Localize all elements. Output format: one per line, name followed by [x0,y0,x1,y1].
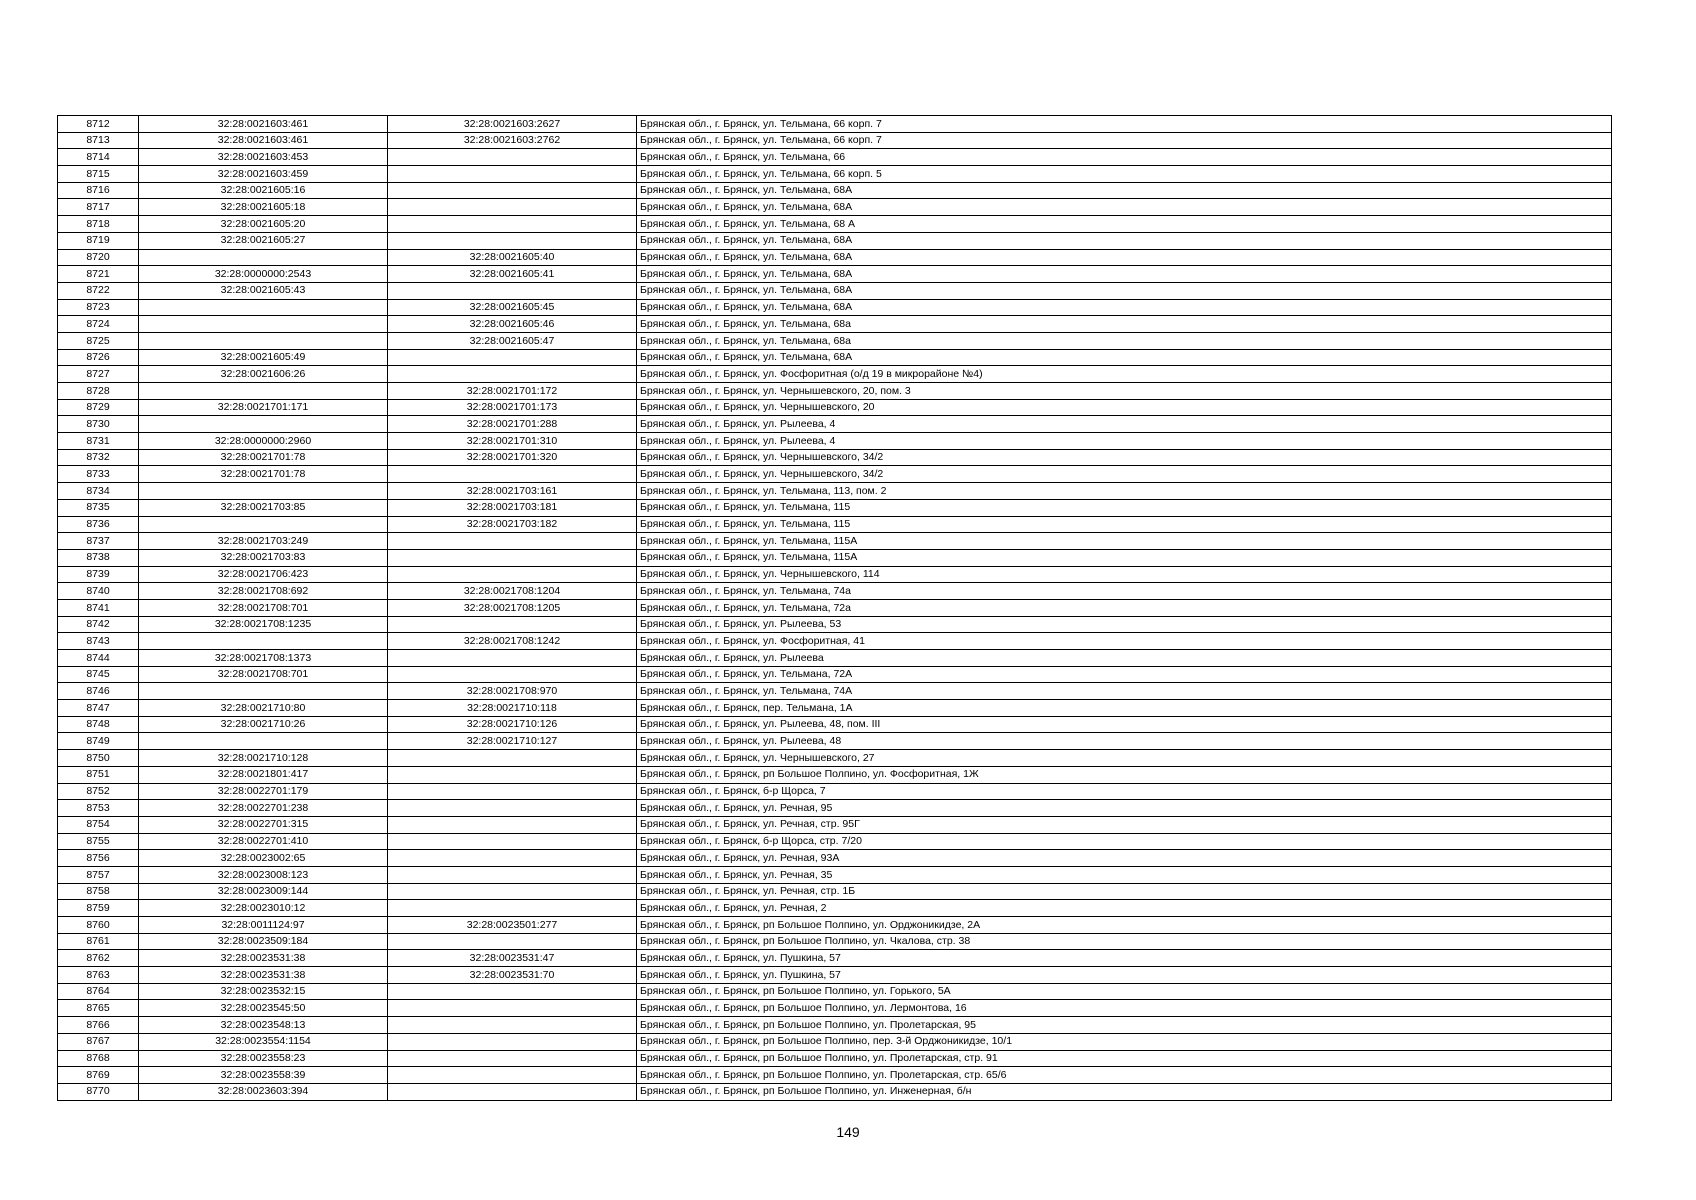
address-cell: Брянская обл., г. Брянск, рп Большое Полпино, ул. Лермонтова, 16 [637,1000,1612,1017]
row-number-cell: 8751 [58,766,139,783]
cadastral-number-cell: 32:28:0022701:315 [139,816,388,833]
row-number-cell: 8742 [58,616,139,633]
row-number-cell: 8719 [58,232,139,249]
related-cadastral-number-cell: 32:28:0021710:127 [388,733,637,750]
address-cell: Брянская обл., г. Брянск, ул. Речная, 95 [637,800,1612,817]
table-row [58,332,1612,349]
row-number-cell: 8769 [58,1067,139,1084]
cadastral-number-cell: 32:28:0023509:184 [139,933,388,950]
cadastral-number-cell: 32:28:0021605:18 [139,199,388,216]
related-cadastral-number-cell [388,750,637,767]
row-number-cell: 8750 [58,750,139,767]
row-number-cell: 8725 [58,332,139,349]
table-row [58,449,1612,466]
row-number-cell: 8749 [58,733,139,750]
table-row [58,483,1612,500]
address-cell: Брянская обл., г. Брянск, ул. Тельмана, 68А [637,199,1612,216]
related-cadastral-number-cell: 32:28:0021701:320 [388,449,637,466]
table-row [58,733,1612,750]
cadastral-number-cell: 32:28:0021708:1373 [139,650,388,667]
address-cell: Брянская обл., г. Брянск, ул. Тельмана, 68а [637,332,1612,349]
row-number-cell: 8738 [58,549,139,566]
table-row [58,1083,1612,1100]
row-number-cell: 8726 [58,349,139,366]
related-cadastral-number-cell [388,783,637,800]
related-cadastral-number-cell [388,816,637,833]
cadastral-number-cell: 32:28:0021708:1235 [139,616,388,633]
address-cell: Брянская обл., г. Брянск, ул. Тельмана, 72А [637,666,1612,683]
address-cell: Брянская обл., г. Брянск, ул. Рылеева [637,650,1612,667]
table-row [58,399,1612,416]
related-cadastral-number-cell: 32:28:0021701:310 [388,433,637,450]
cadastral-number-cell: 32:28:0022701:410 [139,833,388,850]
related-cadastral-number-cell: 32:28:0021605:47 [388,332,637,349]
row-number-cell: 8724 [58,316,139,333]
cadastral-number-cell: 32:28:0021605:20 [139,216,388,233]
table-row [58,383,1612,400]
table-row [58,683,1612,700]
cadastral-number-cell: 32:28:0023548:13 [139,1017,388,1034]
row-number-cell: 8746 [58,683,139,700]
related-cadastral-number-cell [388,232,637,249]
address-cell: Брянская обл., г. Брянск, рп Большое Полпино, ул. Пролетарская, стр. 91 [637,1050,1612,1067]
related-cadastral-number-cell [388,1067,637,1084]
cadastral-number-cell [139,249,388,266]
table-row [58,983,1612,1000]
row-number-cell: 8727 [58,366,139,383]
related-cadastral-number-cell: 32:28:0021703:161 [388,483,637,500]
cadastral-number-cell: 32:28:0022701:179 [139,783,388,800]
table-row [58,149,1612,166]
address-cell: Брянская обл., г. Брянск, рп Большое Полпино, ул. Фосфоритная, 1Ж [637,766,1612,783]
table-row [58,900,1612,917]
related-cadastral-number-cell [388,566,637,583]
address-cell: Брянская обл., г. Брянск, ул. Тельмана, 115А [637,533,1612,550]
cadastral-number-cell: 32:28:0021703:83 [139,549,388,566]
address-cell: Брянская обл., г. Брянск, ул. Тельмана, 68А [637,299,1612,316]
related-cadastral-number-cell [388,666,637,683]
address-cell: Брянская обл., г. Брянск, ул. Фосфоритная, 41 [637,633,1612,650]
table-row [58,116,1612,133]
table-row [58,566,1612,583]
related-cadastral-number-cell [388,766,637,783]
address-cell: Брянская обл., г. Брянск, ул. Тельмана, 68А [637,349,1612,366]
related-cadastral-number-cell [388,850,637,867]
related-cadastral-number-cell [388,983,637,1000]
row-number-cell: 8736 [58,516,139,533]
cadastral-number-cell: 32:28:0021708:701 [139,666,388,683]
row-number-cell: 8764 [58,983,139,1000]
table-row [58,933,1612,950]
related-cadastral-number-cell: 32:28:0021710:118 [388,700,637,717]
table-row [58,216,1612,233]
address-cell: Брянская обл., г. Брянск, ул. Рылеева, 53 [637,616,1612,633]
address-cell: Брянская обл., г. Брянск, ул. Речная, стр. 95Г [637,816,1612,833]
registry-table [57,115,1612,1101]
table-row [58,650,1612,667]
row-number-cell: 8730 [58,416,139,433]
related-cadastral-number-cell [388,533,637,550]
address-cell: Брянская обл., г. Брянск, ул. Тельмана, 66 корп. 7 [637,132,1612,149]
table-row [58,800,1612,817]
related-cadastral-number-cell [388,366,637,383]
row-number-cell: 8732 [58,449,139,466]
related-cadastral-number-cell: 32:28:0021708:1205 [388,599,637,616]
row-number-cell: 8731 [58,433,139,450]
related-cadastral-number-cell [388,900,637,917]
related-cadastral-number-cell: 32:28:0021701:172 [388,383,637,400]
related-cadastral-number-cell: 32:28:0021701:288 [388,416,637,433]
row-number-cell: 8747 [58,700,139,717]
address-cell: Брянская обл., г. Брянск, рп Большое Полпино, пер. 3-й Орджоникидзе, 10/1 [637,1033,1612,1050]
cadastral-number-cell [139,299,388,316]
cadastral-number-cell [139,633,388,650]
related-cadastral-number-cell: 32:28:0021708:970 [388,683,637,700]
row-number-cell: 8720 [58,249,139,266]
address-cell: Брянская обл., г. Брянск, ул. Тельмана, 68 А [637,216,1612,233]
cadastral-number-cell [139,416,388,433]
related-cadastral-number-cell [388,466,637,483]
address-cell: Брянская обл., г. Брянск, рп Большое Полпино, ул. Инженерная, б/н [637,1083,1612,1100]
cadastral-number-cell: 32:28:0023532:15 [139,983,388,1000]
cadastral-number-cell: 32:28:0011124:97 [139,917,388,934]
table-row [58,266,1612,283]
row-number-cell: 8743 [58,633,139,650]
related-cadastral-number-cell [388,1033,637,1050]
related-cadastral-number-cell: 32:28:0021605:41 [388,266,637,283]
cadastral-number-cell: 32:28:0023010:12 [139,900,388,917]
related-cadastral-number-cell: 32:28:0021605:40 [388,249,637,266]
cadastral-number-cell: 32:28:0023008:123 [139,866,388,883]
address-cell: Брянская обл., г. Брянск, рп Большое Полпино, ул. Орджоникидзе, 2А [637,917,1612,934]
row-number-cell: 8765 [58,1000,139,1017]
related-cadastral-number-cell [388,216,637,233]
table-row [58,1017,1612,1034]
cadastral-number-cell: 32:28:0021605:43 [139,282,388,299]
address-cell: Брянская обл., г. Брянск, пер. Тельмана, 1А [637,700,1612,717]
cadastral-number-cell [139,383,388,400]
cadastral-number-cell: 32:28:0021605:27 [139,232,388,249]
address-cell: Брянская обл., г. Брянск, ул. Тельмана, 68А [637,266,1612,283]
cadastral-number-cell: 32:28:0000000:2960 [139,433,388,450]
row-number-cell: 8729 [58,399,139,416]
address-cell: Брянская обл., г. Брянск, ул. Тельмана, 68А [637,232,1612,249]
related-cadastral-number-cell [388,616,637,633]
table-row [58,232,1612,249]
related-cadastral-number-cell: 32:28:0021708:1204 [388,583,637,600]
table-row [58,416,1612,433]
table-row [58,783,1612,800]
related-cadastral-number-cell [388,349,637,366]
cadastral-number-cell: 32:28:0021801:417 [139,766,388,783]
related-cadastral-number-cell: 32:28:0021708:1242 [388,633,637,650]
cadastral-number-cell [139,483,388,500]
cadastral-number-cell: 32:28:0022701:238 [139,800,388,817]
cadastral-number-cell [139,332,388,349]
row-number-cell: 8753 [58,800,139,817]
cadastral-number-cell: 32:28:0021701:171 [139,399,388,416]
table-row [58,199,1612,216]
row-number-cell: 8762 [58,950,139,967]
cadastral-number-cell: 32:28:0021603:459 [139,166,388,183]
table-row [58,1050,1612,1067]
address-cell: Брянская обл., г. Брянск, ул. Пушкина, 57 [637,967,1612,984]
table-row [58,182,1612,199]
cadastral-number-cell: 32:28:0021703:249 [139,533,388,550]
related-cadastral-number-cell [388,1000,637,1017]
row-number-cell: 8723 [58,299,139,316]
table-row [58,599,1612,616]
row-number-cell: 8739 [58,566,139,583]
related-cadastral-number-cell [388,1083,637,1100]
row-number-cell: 8766 [58,1017,139,1034]
table-row [58,716,1612,733]
address-cell: Брянская обл., г. Брянск, ул. Тельмана, 72а [637,599,1612,616]
related-cadastral-number-cell: 32:28:0023501:277 [388,917,637,934]
address-cell: Брянская обл., г. Брянск, ул. Рылеева, 4 [637,433,1612,450]
related-cadastral-number-cell: 32:28:0021703:182 [388,516,637,533]
address-cell: Брянская обл., г. Брянск, ул. Рылеева, 48 [637,733,1612,750]
row-number-cell: 8768 [58,1050,139,1067]
row-number-cell: 8744 [58,650,139,667]
cadastral-number-cell: 32:28:0021701:78 [139,449,388,466]
cadastral-number-cell: 32:28:0021603:461 [139,116,388,133]
row-number-cell: 8716 [58,182,139,199]
related-cadastral-number-cell: 32:28:0023531:47 [388,950,637,967]
page-number: 149 [836,1124,860,1140]
address-cell: Брянская обл., г. Брянск, ул. Тельмана, 113, пом. 2 [637,483,1612,500]
cadastral-number-cell: 32:28:0021605:16 [139,182,388,199]
table-row [58,666,1612,683]
related-cadastral-number-cell [388,933,637,950]
table-row [58,533,1612,550]
row-number-cell: 8733 [58,466,139,483]
address-cell: Брянская обл., г. Брянск, ул. Тельмана, 68А [637,182,1612,199]
cadastral-number-cell: 32:28:0021708:701 [139,599,388,616]
address-cell: Брянская обл., г. Брянск, ул. Речная, 93А [637,850,1612,867]
cadastral-number-cell: 32:28:0021710:128 [139,750,388,767]
table-row [58,132,1612,149]
table-row [58,316,1612,333]
address-cell: Брянская обл., г. Брянск, рп Большое Полпино, ул. Пролетарская, стр. 65/6 [637,1067,1612,1084]
table-row [58,583,1612,600]
related-cadastral-number-cell [388,800,637,817]
address-cell: Брянская обл., г. Брянск, б-р Щорса, 7 [637,783,1612,800]
address-cell: Брянская обл., г. Брянск, ул. Тельмана, 66 [637,149,1612,166]
related-cadastral-number-cell: 32:28:0021701:173 [388,399,637,416]
related-cadastral-number-cell: 32:28:0021710:126 [388,716,637,733]
table-row [58,866,1612,883]
table-row [58,950,1612,967]
row-number-cell: 8734 [58,483,139,500]
row-number-cell: 8755 [58,833,139,850]
address-cell: Брянская обл., г. Брянск, ул. Тельмана, 66 корп. 7 [637,116,1612,133]
table-row [58,466,1612,483]
address-cell: Брянская обл., г. Брянск, ул. Тельмана, 68А [637,249,1612,266]
related-cadastral-number-cell [388,199,637,216]
address-cell: Брянская обл., г. Брянск, ул. Тельмана, 66 корп. 5 [637,166,1612,183]
address-cell: Брянская обл., г. Брянск, ул. Тельмана, 115А [637,549,1612,566]
cadastral-number-cell: 32:28:0021605:49 [139,349,388,366]
table-row [58,249,1612,266]
cadastral-number-cell: 32:28:0023009:144 [139,883,388,900]
related-cadastral-number-cell [388,650,637,667]
row-number-cell: 8735 [58,499,139,516]
table-row [58,1000,1612,1017]
cadastral-number-cell: 32:28:0021606:26 [139,366,388,383]
table-row [58,850,1612,867]
table-row [58,616,1612,633]
row-number-cell: 8718 [58,216,139,233]
row-number-cell: 8758 [58,883,139,900]
row-number-cell: 8714 [58,149,139,166]
row-number-cell: 8761 [58,933,139,950]
address-cell: Брянская обл., г. Брянск, ул. Тельмана, 68а [637,316,1612,333]
address-cell: Брянская обл., г. Брянск, ул. Чернышевского, 20 [637,399,1612,416]
related-cadastral-number-cell [388,833,637,850]
table-row [58,282,1612,299]
related-cadastral-number-cell [388,549,637,566]
address-cell: Брянская обл., г. Брянск, ул. Тельмана, 74а [637,583,1612,600]
address-cell: Брянская обл., г. Брянск, рп Большое Полпино, ул. Пролетарская, 95 [637,1017,1612,1034]
address-cell: Брянская обл., г. Брянск, ул. Пушкина, 57 [637,950,1612,967]
row-number-cell: 8748 [58,716,139,733]
table-row [58,700,1612,717]
cadastral-number-cell: 32:28:0021708:692 [139,583,388,600]
address-cell: Брянская обл., г. Брянск, ул. Речная, стр. 1Б [637,883,1612,900]
table-row [58,299,1612,316]
related-cadastral-number-cell: 32:28:0021703:181 [388,499,637,516]
related-cadastral-number-cell: 32:28:0023531:70 [388,967,637,984]
table-row [58,917,1612,934]
address-cell: Брянская обл., г. Брянск, ул. Рылеева, 48, пом. III [637,716,1612,733]
related-cadastral-number-cell: 32:28:0021605:46 [388,316,637,333]
related-cadastral-number-cell: 32:28:0021605:45 [388,299,637,316]
table-row [58,766,1612,783]
cadastral-number-cell [139,733,388,750]
cadastral-number-cell: 32:28:0023545:50 [139,1000,388,1017]
table-row [58,349,1612,366]
row-number-cell: 8754 [58,816,139,833]
cadastral-number-cell: 32:28:0021603:461 [139,132,388,149]
row-number-cell: 8721 [58,266,139,283]
cadastral-number-cell: 32:28:0023531:38 [139,950,388,967]
row-number-cell: 8717 [58,199,139,216]
cadastral-number-cell: 32:28:0000000:2543 [139,266,388,283]
cadastral-number-cell: 32:28:0023558:39 [139,1067,388,1084]
cadastral-number-cell: 32:28:0023002:65 [139,850,388,867]
address-cell: Брянская обл., г. Брянск, ул. Тельмана, 115 [637,516,1612,533]
address-cell: Брянская обл., г. Брянск, ул. Чернышевского, 114 [637,566,1612,583]
row-number-cell: 8713 [58,132,139,149]
row-number-cell: 8722 [58,282,139,299]
address-cell: Брянская обл., г. Брянск, б-р Щорса, стр. 7/20 [637,833,1612,850]
address-cell: Брянская обл., г. Брянск, рп Большое Полпино, ул. Чкалова, стр. 38 [637,933,1612,950]
row-number-cell: 8756 [58,850,139,867]
table-row [58,633,1612,650]
related-cadastral-number-cell: 32:28:0021603:2627 [388,116,637,133]
table-row [58,1033,1612,1050]
row-number-cell: 8740 [58,583,139,600]
table-row [58,366,1612,383]
related-cadastral-number-cell [388,1017,637,1034]
cadastral-number-cell: 32:28:0023531:38 [139,967,388,984]
cadastral-number-cell: 32:28:0021603:453 [139,149,388,166]
cadastral-number-cell: 32:28:0021710:26 [139,716,388,733]
address-cell: Брянская обл., г. Брянск, ул. Фосфоритная (о/д 19 в микрорайоне №4) [637,366,1612,383]
table-row [58,433,1612,450]
row-number-cell: 8741 [58,599,139,616]
address-cell: Брянская обл., г. Брянск, ул. Чернышевского, 27 [637,750,1612,767]
registry-table-body [58,116,1612,1101]
table-row [58,516,1612,533]
related-cadastral-number-cell [388,182,637,199]
cadastral-number-cell: 32:28:0021706:423 [139,566,388,583]
table-row [58,816,1612,833]
table-row [58,883,1612,900]
row-number-cell: 8763 [58,967,139,984]
address-cell: Брянская обл., г. Брянск, ул. Речная, 2 [637,900,1612,917]
row-number-cell: 8712 [58,116,139,133]
address-cell: Брянская обл., г. Брянск, ул. Тельмана, 115 [637,499,1612,516]
address-cell: Брянская обл., г. Брянск, ул. Чернышевского, 20, пом. 3 [637,383,1612,400]
row-number-cell: 8770 [58,1083,139,1100]
table-row [58,166,1612,183]
related-cadastral-number-cell [388,149,637,166]
cadastral-number-cell: 32:28:0021701:78 [139,466,388,483]
row-number-cell: 8760 [58,917,139,934]
related-cadastral-number-cell [388,883,637,900]
related-cadastral-number-cell [388,282,637,299]
row-number-cell: 8745 [58,666,139,683]
table-row [58,549,1612,566]
cadastral-number-cell: 32:28:0023554:1154 [139,1033,388,1050]
address-cell: Брянская обл., г. Брянск, ул. Чернышевского, 34/2 [637,449,1612,466]
table-row [58,499,1612,516]
address-cell: Брянская обл., г. Брянск, ул. Рылеева, 4 [637,416,1612,433]
row-number-cell: 8728 [58,383,139,400]
row-number-cell: 8737 [58,533,139,550]
cadastral-number-cell [139,516,388,533]
row-number-cell: 8767 [58,1033,139,1050]
address-cell: Брянская обл., г. Брянск, рп Большое Полпино, ул. Горького, 5А [637,983,1612,1000]
related-cadastral-number-cell: 32:28:0021603:2762 [388,132,637,149]
table-row [58,1067,1612,1084]
cadastral-number-cell: 32:28:0023603:394 [139,1083,388,1100]
cadastral-number-cell [139,683,388,700]
row-number-cell: 8757 [58,866,139,883]
cadastral-number-cell: 32:28:0023558:23 [139,1050,388,1067]
table-row [58,833,1612,850]
related-cadastral-number-cell [388,1050,637,1067]
row-number-cell: 8715 [58,166,139,183]
related-cadastral-number-cell [388,866,637,883]
cadastral-number-cell: 32:28:0021710:80 [139,700,388,717]
address-cell: Брянская обл., г. Брянск, ул. Чернышевского, 34/2 [637,466,1612,483]
cadastral-number-cell [139,316,388,333]
table-row [58,750,1612,767]
address-cell: Брянская обл., г. Брянск, ул. Речная, 35 [637,866,1612,883]
address-cell: Брянская обл., г. Брянск, ул. Тельмана, 68А [637,282,1612,299]
cadastral-number-cell: 32:28:0021703:85 [139,499,388,516]
row-number-cell: 8752 [58,783,139,800]
address-cell: Брянская обл., г. Брянск, ул. Тельмана, 74А [637,683,1612,700]
related-cadastral-number-cell [388,166,637,183]
table-row [58,967,1612,984]
row-number-cell: 8759 [58,900,139,917]
